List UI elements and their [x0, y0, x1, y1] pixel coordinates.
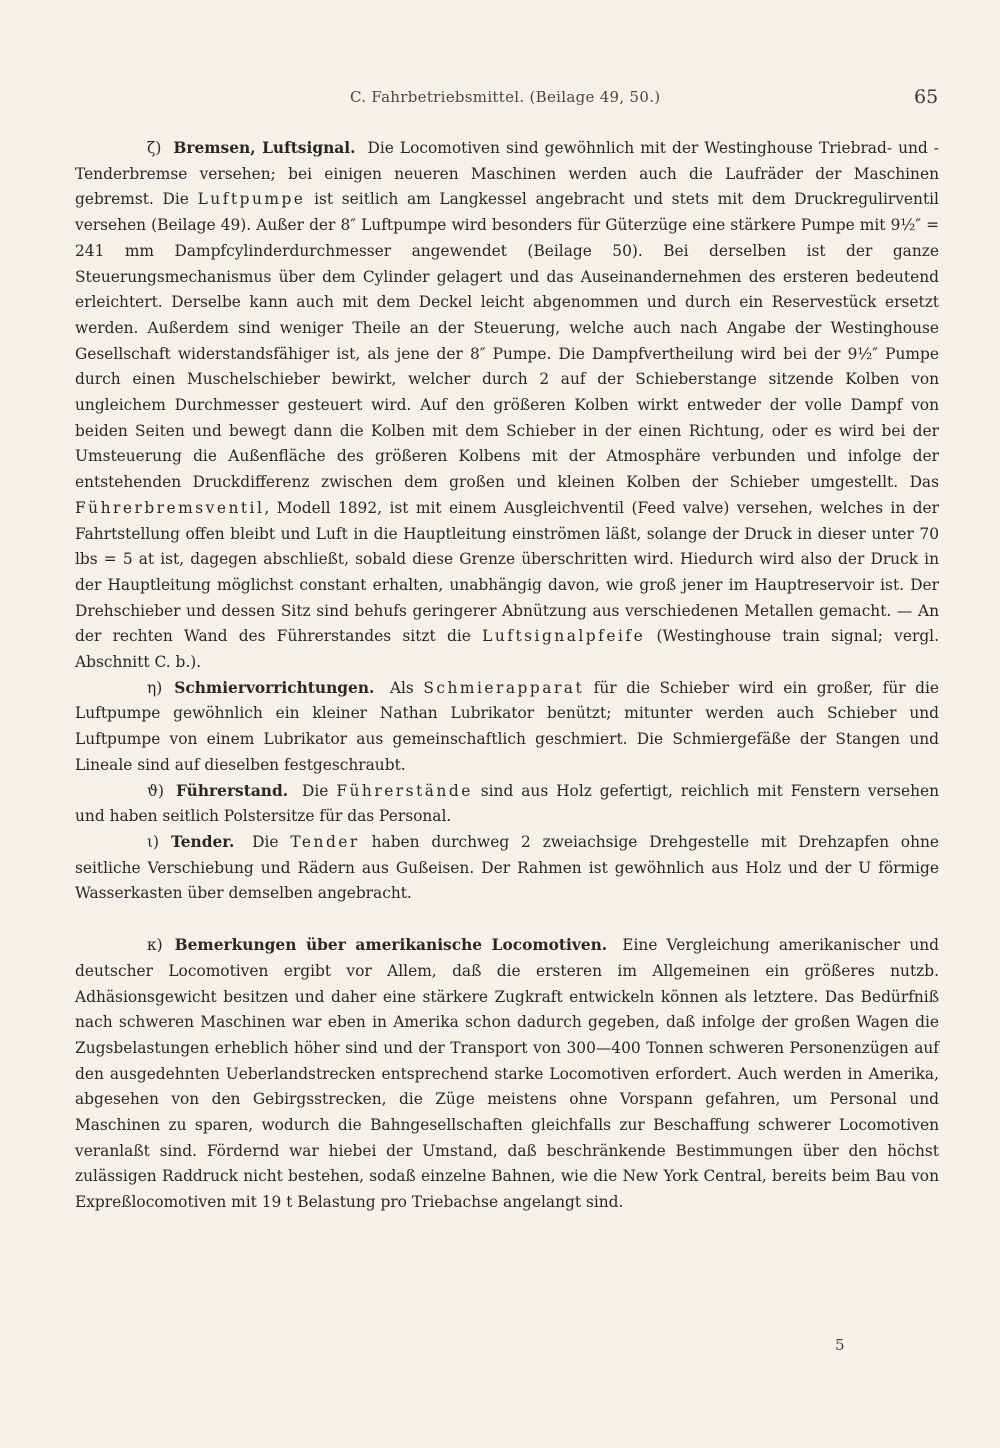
- section-text: (Westinghouse train signal; vergl. Abschnitt C. b.).: [75, 627, 939, 672]
- section-marker: η): [147, 678, 163, 697]
- section-tender: [75, 830, 939, 907]
- page-number: 65: [914, 86, 939, 108]
- spaced-term: Luftpumpe: [197, 190, 306, 209]
- signature-mark: 5: [835, 1336, 845, 1354]
- section-marker: ζ): [147, 139, 162, 157]
- section-remarks: [75, 933, 939, 1216]
- section-text: ist seitlich am Langkessel angebracht und stets mit dem Druckregulirventil versehen (Beilage 49). Außer der 8″ Luftpumpe wird besonders für Güterzüge eine stärkere Pumpe mit 9½″ = 241 mm Dampfcylinderdurchmesser angewendet (Beilage 50). Bei derselben ist der ganze Steuerungsmechanismus über dem Cylinder gelagert und das Auseinandernehmen des ersteren bedeutend erleichtert. Derselbe kann auch mit dem Deckel leicht abgenommen und durch ein Reservestück ersetzt werden. Außerdem sind weniger Theile an der Steuerung, welche auch nach Angabe der Westinghouse Gesellschaft widerstandsfähiger ist, als jene der 8″ Pumpe. Die Dampfvertheilung wird bei der 9½″ Pumpe durch einen Muschelschieber bewirkt, welcher durch 2 auf der Schieberstange sitzende Kolben von ungleichem Durchmesser gesteuert wird. Auf den größeren Kolben wirkt entweder der volle Dampf von beiden Seiten und bewegt dann die Kolben mit dem Schieber in der einen Richtung, oder es wird bei der Umsteuerung die Außenfläche des größeren Kolbens mit der Atmosphäre verbunden und infolge der entstehenden Druckdifferenz zwischen dem großen und kleinen Kolben der Schieber umgestellt. Das: [75, 190, 939, 492]
- running-head: C. Fahrbetriebsmittel. (Beilage 49, 50.): [350, 88, 661, 106]
- section-marker: ϑ): [147, 781, 165, 800]
- section-text: , Modell 1892, ist mit einem Ausgleichventil (Feed valve) versehen, welches in der Fahrtstellung offen bleibt und Luft in die Hauptleitung einströmen läßt, solange der Druck in dieser unter 70 lbs = 5 at ist, dagegen abschließt, sobald diese Grenze überschritten wird. Hiedurch wird also der Druck in der Hauptleitung möglichst constant erhalten, unabhängig davon, wie groß jener im Hauptreservoir ist. Der Drehschieber und dessen Sitz sind behufs geringerer Abnützung aus verschiedenen Metallen gemacht. — An der rechten Wand des Führerstandes sitzt die: [75, 498, 939, 646]
- section-marker: ι): [147, 832, 160, 851]
- body-text: [75, 136, 939, 1216]
- section-text: haben durchweg 2 zweiachsige Drehgestelle mit Drehzapfen ohne seitliche Verschiebung und Rädern aus Gußeisen. Der Rahmen ist gewöhnlich aus Holz und der U förmige Wasserkasten über demselben angebracht.: [75, 832, 940, 903]
- spaced-term: Luftsignalpfeife: [482, 627, 646, 646]
- section-brakes: [75, 136, 939, 676]
- section-text: sind aus Holz gefertigt, reichlich mit Fenstern versehen und haben seitlich Polstersitze für das Personal.: [75, 781, 940, 826]
- section-heading: Tender.: [171, 832, 235, 851]
- spaced-term: Führerbremsventil: [75, 498, 265, 517]
- section-text: Die Locomotiven sind gewöhnlich mit der Westinghouse Triebrad- und -Tenderbremse versehen; bei einigen neueren Maschinen werden auch die Laufräder der Maschinen gebremst. Die: [75, 139, 939, 209]
- section-heading: Schmiervorrichtungen.: [174, 678, 375, 697]
- section-marker: κ): [147, 936, 163, 955]
- section-heading: Führerstand.: [176, 781, 289, 800]
- spaced-term: Führerstände: [336, 781, 473, 800]
- section-text: für die Schieber wird ein großer, für die Luftpumpe gewöhnlich ein kleiner Nathan Lubrikator benützt; mitunter werden auch Schieber und Luftpumpe von einem Lubrikator aus gemeinschaftlich geschmiert. Die Schmiergefäße der Stangen und Lineale sind auf dieselben festgeschraubt.: [75, 678, 939, 774]
- spaced-term: Schmierapparat: [423, 678, 585, 697]
- spaced-term: Tender: [290, 832, 360, 851]
- section-text: Die: [294, 781, 337, 800]
- section-heading: Bremsen, Luftsignal.: [173, 139, 356, 157]
- section-drivers-cab: [75, 779, 939, 830]
- section-text: Eine Vergleichung amerikanischer und deutscher Locomotiven ergibt vor Allem, daß die ersteren im Allgemeinen ein größeres nutzb. Adhäsionsgewicht besitzen und daher eine stärkere Zugkraft entwickeln können als letztere. Das Bedürfniß nach schweren Maschinen war eben in Amerika schon dadurch gegeben, daß infolge der großen Wagen die Zugsbelastungen erheblich höher sind und der Transport von 300—400 Tonnen schweren Personenzügen auf den ausgedehnten Ueberlandstrecken entsprechend starke Locomotiven erfordert. Auch werden in Amerika, abgesehen von den Gebirgsstrecken, die Züge meistens ohne Vorspann gefahren, um Personal und Maschinen zu sparen, wodurch die Bahngesellschaften gleichfalls zur Beschaffung schwerer Locomotiven veranlaßt sind. Fördernd war hiebei der Umstand, daß beschränkende Bestimmungen über den höchst zulässigen Raddruck nicht bestehen, sodaß einzelne Bahnen, wie die New York Central, bereits beim Bau von Expreßlocomotiven mit 19 t Belastung pro Triebachse angelangt sind.: [75, 936, 940, 1212]
- section-heading: Bemerkungen über amerikanische Locomotiven.: [174, 936, 608, 955]
- section-text: Als: [380, 678, 424, 697]
- section-text: Die: [240, 832, 291, 851]
- section-lubrication: [75, 676, 939, 779]
